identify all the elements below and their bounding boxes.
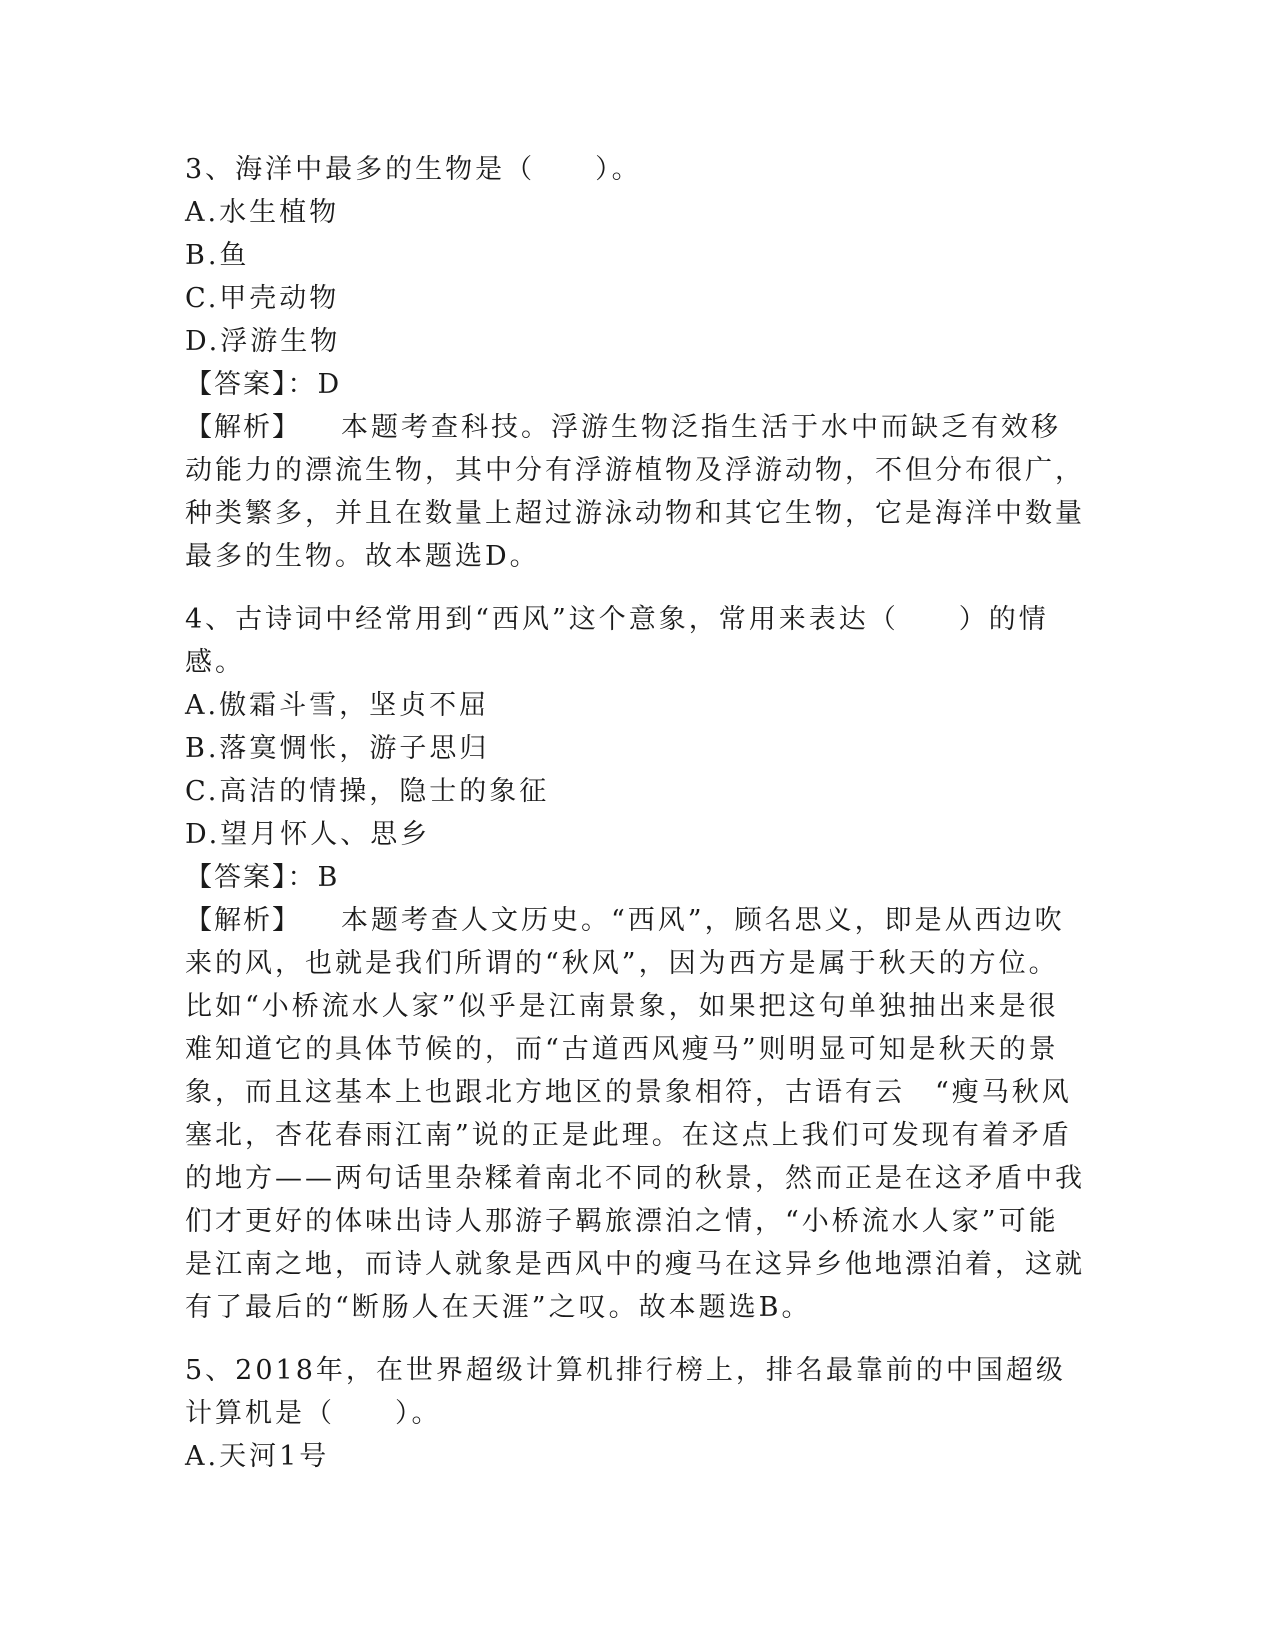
analysis-text: 本题考查人文历史。“西风”，顾名思义，即是从西边吹来的风，也就是我们所谓的“秋风”，因为西方是属于秋天的方位。比如“小桥流水人家”似乎是江南景象，如果把这句单独抽出来是很难知道它的具体节候的，而“古道西风瘦马”则明显可知是秋天的景象，而且这基本上也跟北方地区的景象相符，古语有云 “瘦马秋风塞北，杏花春雨江南”说的正是此理。在这点上我们可发现有着矛盾的地方——两句话里杂糅着南北不同的秋景，然而正是在这矛盾中我们才更好的体味出诗人那游子羁旅漂泊之情，“小桥流水人家”可能是江南之地，而诗人就象是西风中的瘦马在这异乡他地漂泊着，这就有了最后的“断肠人在天涯”之叹。故本题选B。 bbox=[185, 905, 1085, 1323]
option-b: B.鱼 bbox=[185, 240, 250, 271]
analysis-label: 【解析】 bbox=[185, 905, 301, 936]
analysis-label: 【解析】 bbox=[185, 412, 301, 443]
analysis-block bbox=[185, 899, 1085, 1329]
analysis-block bbox=[185, 406, 1085, 578]
answer-label: 【答案】 bbox=[185, 369, 288, 400]
option-a: A.水生植物 bbox=[185, 197, 340, 228]
question-stem: 5、2018年，在世界超级计算机排行榜上，排名最靠前的中国超级计算机是（ ）。 bbox=[185, 1355, 1066, 1429]
option-d: D.望月怀人、思乡 bbox=[185, 819, 431, 850]
question-stem: 4、古诗词中经常用到“西风”这个意象，常用来表达（ ）的情感。 bbox=[185, 604, 1049, 678]
option-c: C.甲壳动物 bbox=[185, 283, 340, 314]
question-5 bbox=[185, 1349, 1085, 1478]
option-a: A.天河1号 bbox=[185, 1441, 330, 1472]
answer-value: B bbox=[317, 862, 341, 893]
question-3 bbox=[185, 148, 1085, 578]
option-a: A.傲霜斗雪，坚贞不屈 bbox=[185, 690, 490, 721]
answer-label: 【答案】 bbox=[185, 862, 288, 893]
answer-line bbox=[185, 363, 1085, 406]
answer-separator: ： bbox=[287, 862, 318, 893]
option-c: C.高洁的情操，隐士的象征 bbox=[185, 776, 550, 807]
question-4 bbox=[185, 598, 1085, 1329]
answer-line bbox=[185, 856, 1085, 899]
analysis-text: 本题考查科技。浮游生物泛指生活于水中而缺乏有效移动能力的漂流生物，其中分有浮游植物及浮游动物，不但分布很广，种类繁多，并且在数量上超过游泳动物和其它生物，它是海洋中数量最多的生物。故本题选D。 bbox=[185, 412, 1085, 572]
option-b: B.落寞惆怅，游子思归 bbox=[185, 733, 490, 764]
question-stem: 3、海洋中最多的生物是（ ）。 bbox=[185, 154, 642, 185]
answer-value: D bbox=[317, 369, 343, 400]
answer-separator: ： bbox=[287, 369, 318, 400]
document-page bbox=[185, 148, 1085, 1478]
option-d: D.浮游生物 bbox=[185, 326, 341, 357]
